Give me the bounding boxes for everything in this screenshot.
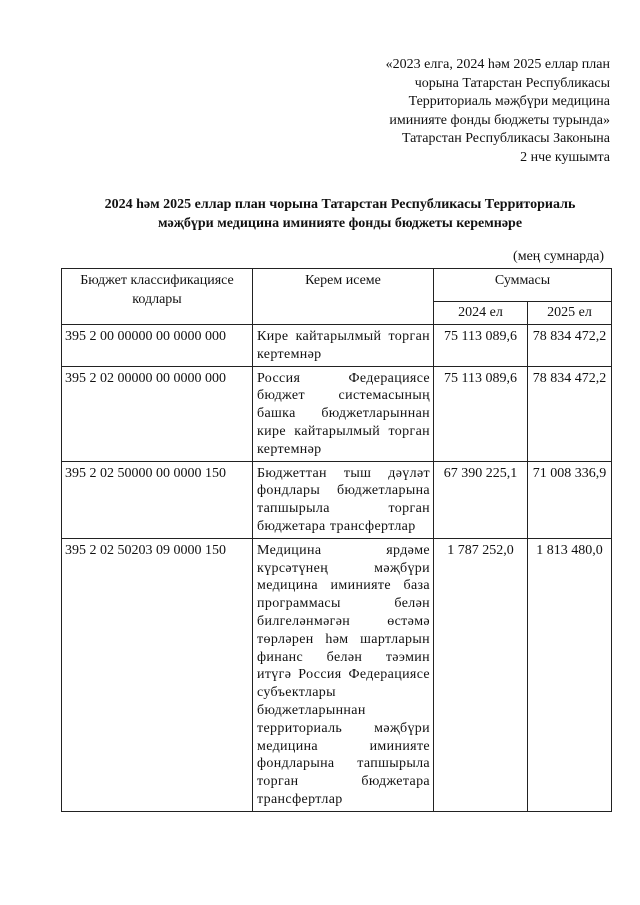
law-reference-line: иминияте фонды бюджеты турында» [389, 112, 610, 128]
table-row [62, 538, 612, 811]
amount-2025-cell: 78 834 472,2 [528, 325, 612, 367]
column-header-2024: 2024 ел [434, 302, 528, 325]
appendix-number: 2 нче кушымта [520, 149, 610, 165]
document-title-line: мәҗбүри медицина иминияте фонды бюджеты керемнәре [157, 216, 523, 231]
table-row [62, 366, 612, 461]
amount-2024-cell: 67 390 225,1 [434, 461, 528, 538]
budget-code-cell: 395 2 02 00000 00 0000 000 [62, 366, 253, 461]
column-header-sums: Суммасы [434, 269, 612, 302]
amount-2024-cell: 75 113 089,6 [434, 366, 528, 461]
column-header-2025: 2025 ел [528, 302, 612, 325]
revenue-name-cell: Россия Федерациясе бюджет системасының башка бюджетларыннан кире кайтарылмый торган кертемнәр [253, 366, 434, 461]
budget-code-cell: 395 2 02 50000 00 0000 150 [62, 461, 253, 538]
law-reference-block [350, 56, 610, 168]
column-header-code: Бюджет классификациясе кодлары [62, 269, 253, 325]
document-title [60, 195, 620, 233]
revenue-name-cell: Медицина ярдәме күрсәтүнең мәҗбүри медицина иминияте база программасы белән билгеләнмәгән өстәмә төрләрен һәм шартларын финанс белән тәэмин итүгә Россия Федерациясе субъектлары бюджетларыннан территориаль мәҗбүри медицина иминияте фондларына тапшырыла торган бюджетара трансфертлар [253, 538, 434, 811]
amount-2024-cell: 1 787 252,0 [434, 538, 528, 811]
units-note: (мең сумнарда) [513, 249, 604, 264]
law-reference-line: чорына Татарстан Республикасы [414, 75, 610, 91]
table-row [62, 325, 612, 367]
table-header-row [62, 269, 612, 302]
revenue-table [61, 268, 612, 812]
revenue-name-cell: Бюджеттан тыш дәүләт фондлары бюджетларына тапшырыла торган бюджетара трансфертлар [253, 461, 434, 538]
document-title-line: 2024 һәм 2025 еллар план чорына Татарстан Республикасы Территориаль [104, 197, 576, 212]
revenue-name-cell: Кире кайтарылмый торган кертемнәр [253, 325, 434, 367]
budget-code-cell: 395 2 00 00000 00 0000 000 [62, 325, 253, 367]
law-reference-line: Территориаль мәҗбүри медицина [408, 94, 610, 110]
law-reference-line: «2023 елга, 2024 һәм 2025 еллар план [385, 57, 610, 72]
law-reference-line: Татарстан Республикасы Законына [401, 131, 610, 147]
amount-2024-cell: 75 113 089,6 [434, 325, 528, 367]
amount-2025-cell: 1 813 480,0 [528, 538, 612, 811]
column-header-name: Керем исеме [253, 269, 434, 325]
table-row [62, 461, 612, 538]
amount-2025-cell: 78 834 472,2 [528, 366, 612, 461]
amount-2025-cell: 71 008 336,9 [528, 461, 612, 538]
budget-code-cell: 395 2 02 50203 09 0000 150 [62, 538, 253, 811]
